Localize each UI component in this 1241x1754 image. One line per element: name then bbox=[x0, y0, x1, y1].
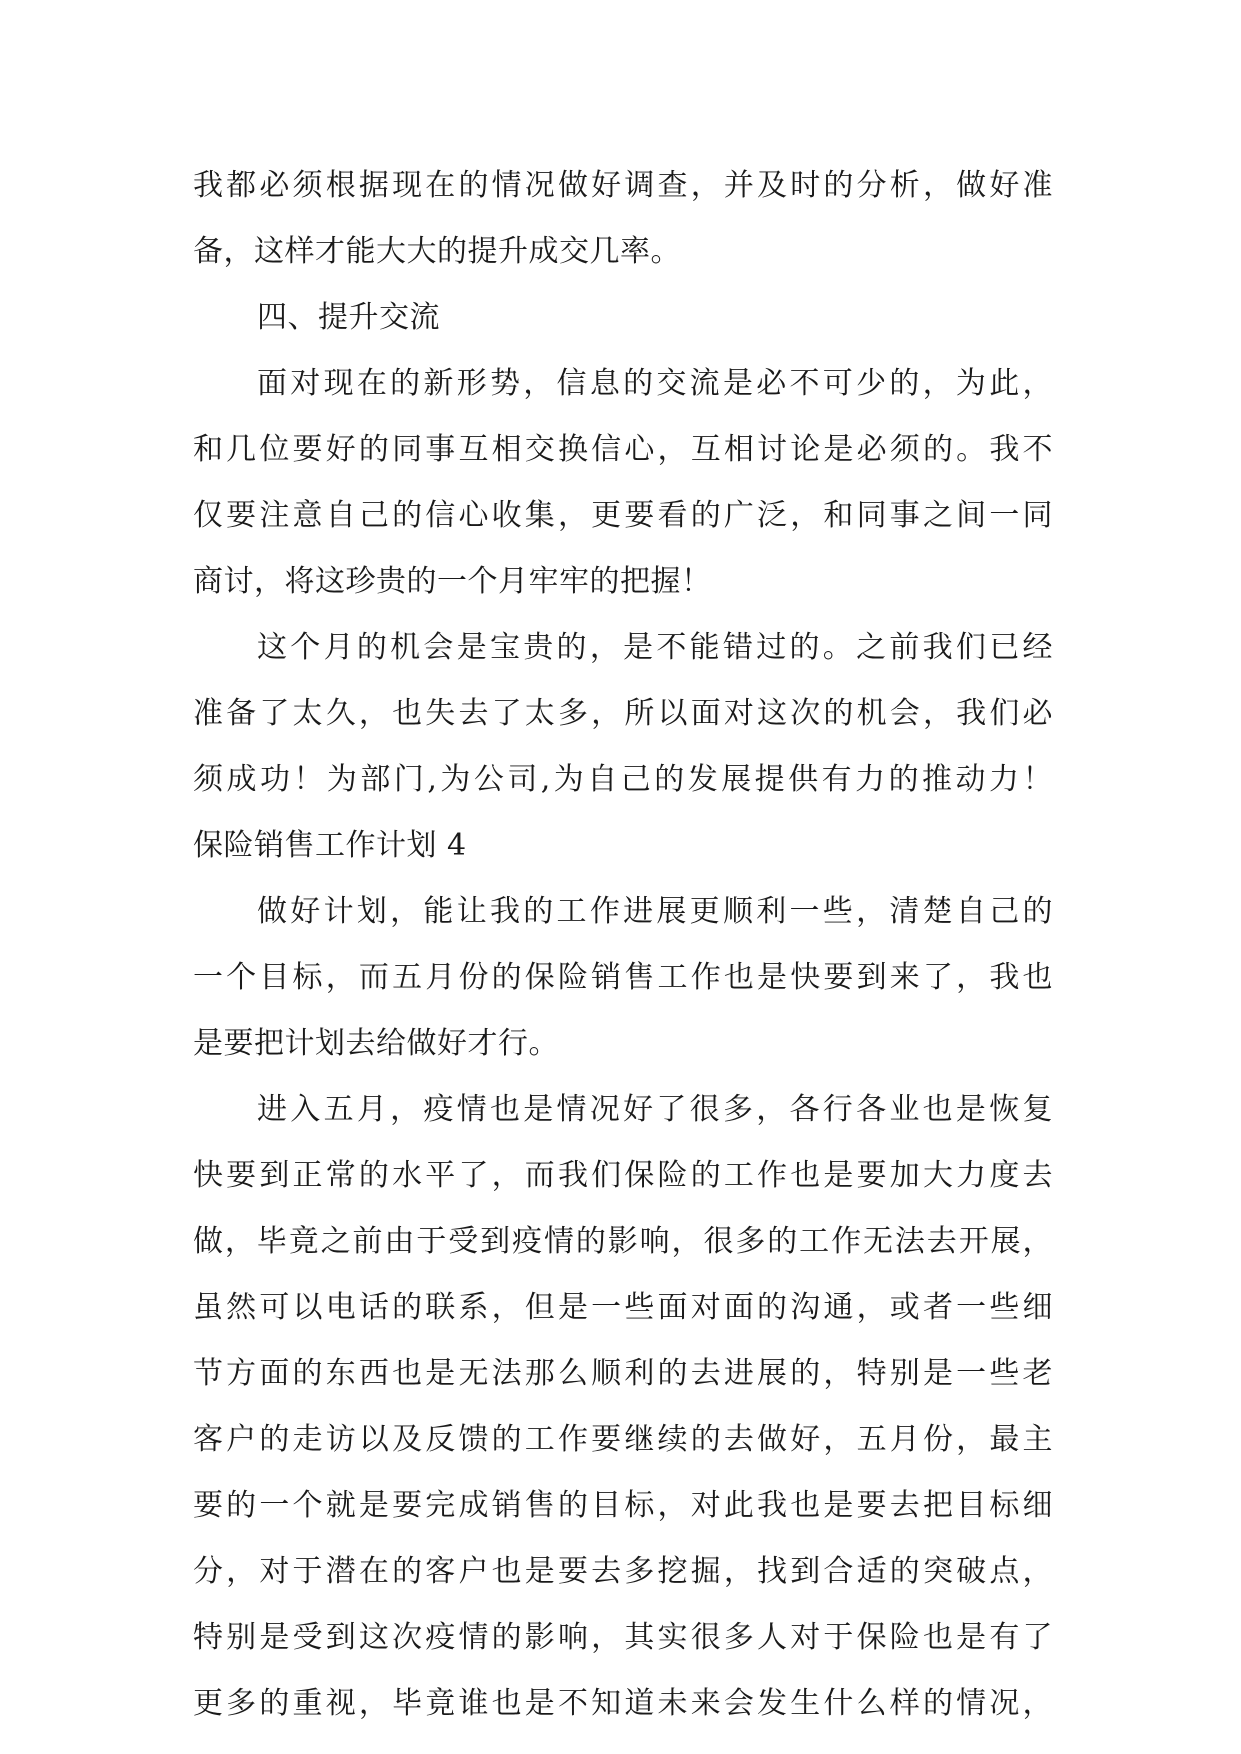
body-text-line: 准备了太久，也失去了太多，所以面对这次的机会，我们必 bbox=[193, 696, 1053, 731]
body-text-line: 分，对于潜在的客户也是要去多挖掘，找到合适的突破点， bbox=[193, 1554, 1053, 1589]
body-text-line: 做，毕竟之前由于受到疫情的影响，很多的工作无法去开展， bbox=[193, 1224, 1053, 1259]
body-text-line: 客户的走访以及反馈的工作要继续的去做好，五月份，最主 bbox=[193, 1422, 1053, 1457]
body-text-line: 进入五月，疫情也是情况好了很多，各行各业也是恢复 bbox=[257, 1092, 1053, 1127]
body-text-line: 我都必须根据现在的情况做好调查，并及时的分析，做好准 bbox=[193, 168, 1053, 203]
document-page bbox=[193, 153, 1053, 1737]
body-text-line: 节方面的东西也是无法那么顺利的去进展的，特别是一些老 bbox=[193, 1356, 1053, 1391]
body-text-line: 特别是受到这次疫情的影响，其实很多人对于保险也是有了 bbox=[193, 1620, 1053, 1655]
body-text-line: 是要把计划去给做好才行。 bbox=[193, 1026, 559, 1061]
body-text-line: 这个月的机会是宝贵的，是不能错过的。之前我们已经 bbox=[257, 630, 1053, 665]
body-text-line: 虽然可以电话的联系，但是一些面对面的沟通，或者一些细 bbox=[193, 1290, 1053, 1325]
body-text-line: 面对现在的新形势，信息的交流是必不可少的，为此， bbox=[257, 366, 1053, 401]
document-title: 保险销售工作计划 4 bbox=[193, 828, 467, 863]
body-text-line: 一个目标，而五月份的保险销售工作也是快要到来了，我也 bbox=[193, 960, 1053, 995]
body-text-line: 和几位要好的同事互相交换信心，互相讨论是必须的。我不 bbox=[193, 432, 1053, 467]
body-text-line: 备，这样才能大大的提升成交几率。 bbox=[193, 234, 681, 269]
body-text-line: 做好计划，能让我的工作进展更顺利一些，清楚自己的 bbox=[257, 894, 1053, 929]
body-text-line: 须成功！为部门,为公司,为自己的发展提供有力的推动力！ bbox=[193, 762, 1053, 797]
body-text-line: 快要到正常的水平了，而我们保险的工作也是要加大力度去 bbox=[193, 1158, 1053, 1193]
body-text-line: 更多的重视，毕竟谁也是不知道未来会发生什么样的情况， bbox=[193, 1686, 1053, 1721]
body-text-line: 商讨，将这珍贵的一个月牢牢的把握！ bbox=[193, 564, 712, 599]
body-text-line: 要的一个就是要完成销售的目标，对此我也是要去把目标细 bbox=[193, 1488, 1053, 1523]
body-text-line: 仅要注意自己的信心收集，更要看的广泛，和同事之间一同 bbox=[193, 498, 1053, 533]
section-heading: 四、提升交流 bbox=[257, 300, 440, 335]
